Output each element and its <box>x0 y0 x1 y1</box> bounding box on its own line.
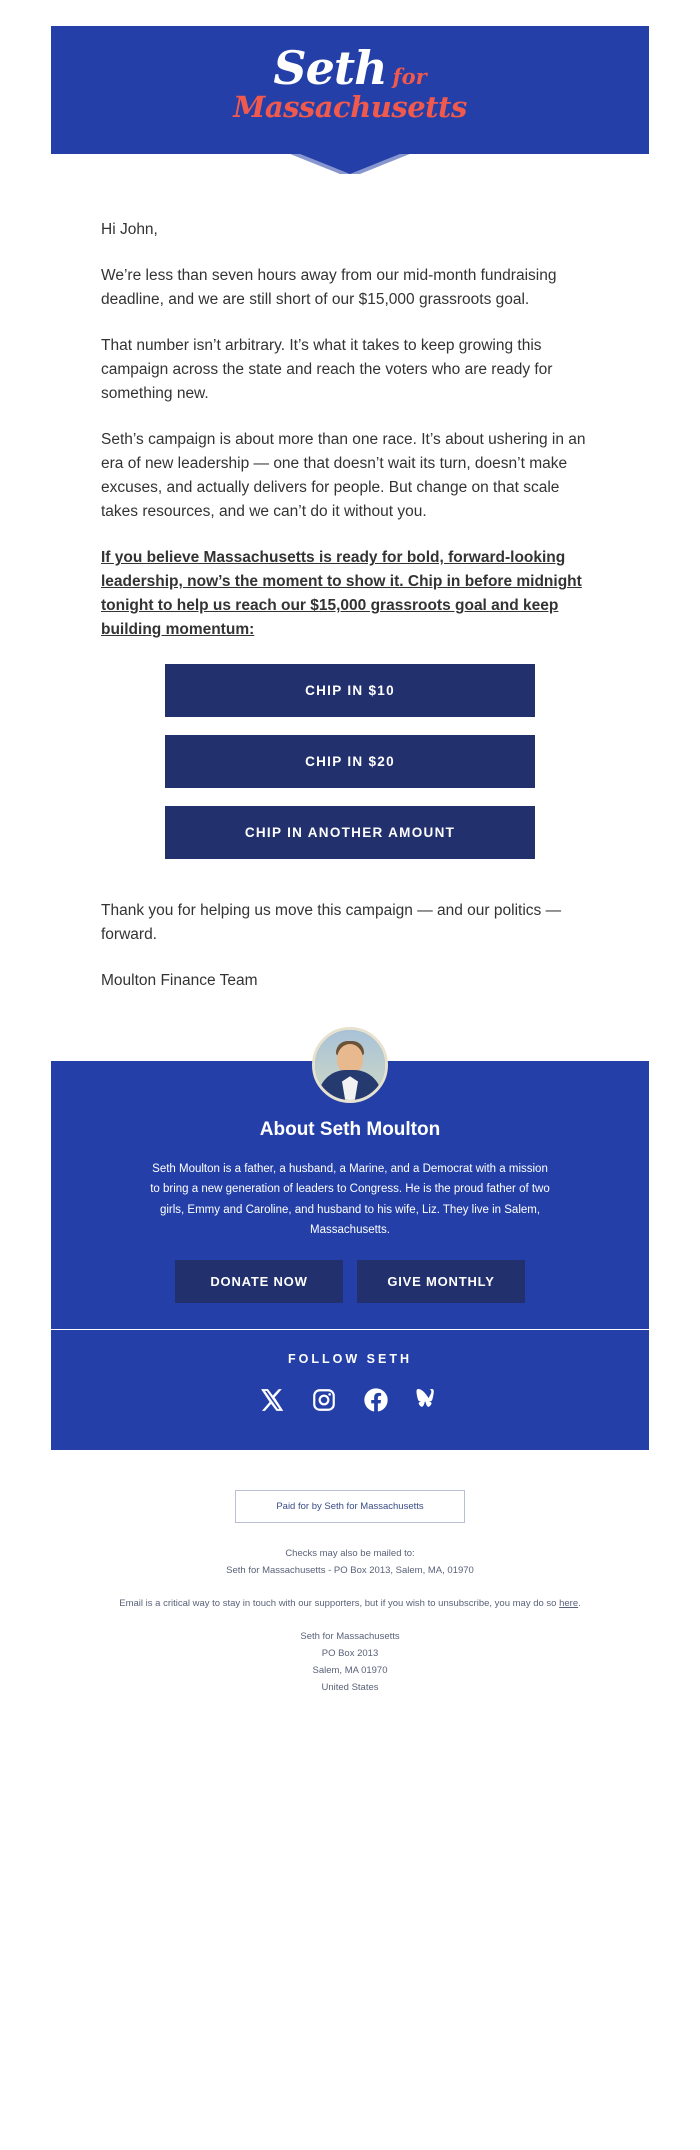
address-line-1: Seth for Massachusetts <box>300 1631 400 1643</box>
checks-address: Seth for Massachusetts - PO Box 2013, Salem, MA, 01970 <box>226 1564 474 1576</box>
avatar <box>312 1027 388 1103</box>
social-links-row <box>51 1384 649 1416</box>
checks-info <box>51 1545 649 1579</box>
mailing-address <box>51 1628 649 1696</box>
letter-closing <box>51 877 649 993</box>
greeting-text: Hi John, <box>101 221 158 238</box>
x-twitter-icon[interactable] <box>256 1384 288 1416</box>
avatar-holder <box>51 1061 649 1113</box>
address-line-3: Salem, MA 01970 <box>312 1665 388 1677</box>
letter-body <box>51 174 649 642</box>
follow-title: FOLLOW SETH <box>288 1351 412 1366</box>
chip-in-20-button[interactable]: CHIP IN $20 <box>165 735 535 788</box>
chip-in-other-button[interactable]: CHIP IN ANOTHER AMOUNT <box>165 806 535 859</box>
about-title: About Seth Moulton <box>259 1119 441 1141</box>
address-line-4: United States <box>321 1682 379 1694</box>
unsubscribe-text <box>51 1595 649 1612</box>
bluesky-icon[interactable] <box>412 1384 444 1416</box>
paragraph-2: That number isn’t arbitrary. It’s what it takes to keep growing this campaign across the state and reach the voters who are ready for something new. <box>101 337 553 403</box>
email-header <box>51 26 649 174</box>
about-bio: Seth Moulton is a father, a husband, a Marine, and a Democrat with a mission to bring a new generation of leaders to Congress. He is the proud father of two girls, Emmy and Caroline, and husband to his wife, Liz. They live in Salem, Massachusetts. <box>150 1163 550 1236</box>
donate-now-button[interactable]: DONATE NOW <box>175 1260 343 1303</box>
header-chevron-shape <box>51 154 649 174</box>
about-section <box>51 1061 649 1329</box>
give-monthly-button[interactable]: GIVE MONTHLY <box>357 1260 525 1303</box>
paragraph-1: We’re less than seven hours away from our mid-month fundraising deadline, and we are still short of our $15,000 grassroots goal. <box>101 267 557 309</box>
unsubscribe-link[interactable]: here <box>559 1597 579 1609</box>
campaign-logo[interactable] <box>233 40 467 136</box>
signature-text: Moulton Finance Team <box>101 972 258 990</box>
unsubscribe-lead: Email is a critical way to stay in touch with our supporters, but if you wish to unsubscribe, you may do so <box>119 1597 560 1609</box>
cta-paragraph-link[interactable]: If you believe Massachusetts is ready for bold, forward-looking leadership, now’s the moment to show it. Chip in before midnight tonight to help us reach our $15,000 grassroots goal and keep building momentum: <box>101 549 582 639</box>
follow-section <box>51 1329 649 1450</box>
address-line-2: PO Box 2013 <box>321 1648 379 1660</box>
email-footer <box>51 1450 649 1753</box>
header-banner <box>51 26 649 154</box>
logo-for-word: for <box>392 63 427 89</box>
chip-in-10-button[interactable]: CHIP IN $10 <box>165 664 535 717</box>
logo-state: Massachusetts <box>233 89 467 124</box>
facebook-icon[interactable] <box>360 1384 392 1416</box>
about-button-group <box>51 1260 649 1303</box>
checks-line: Checks may also be mailed to: <box>285 1547 415 1559</box>
instagram-icon[interactable] <box>308 1384 340 1416</box>
paragraph-3: Seth’s campaign is about more than one race. It’s about ushering in an era of new leadership — one that doesn’t wait its turn, doesn’t make excuses, and actually delivers for people. But change on that scale takes resources, and we can’t do it without you. <box>101 431 586 521</box>
paid-for-disclaimer: Paid for by Seth for Massachusetts <box>235 1490 464 1523</box>
logo-name: Seth <box>273 40 387 95</box>
closing-paragraph: Thank you for helping us move this campaign — and our politics — forward. <box>101 902 562 944</box>
unsubscribe-tail: . <box>578 1597 581 1609</box>
donation-button-group <box>51 664 649 859</box>
